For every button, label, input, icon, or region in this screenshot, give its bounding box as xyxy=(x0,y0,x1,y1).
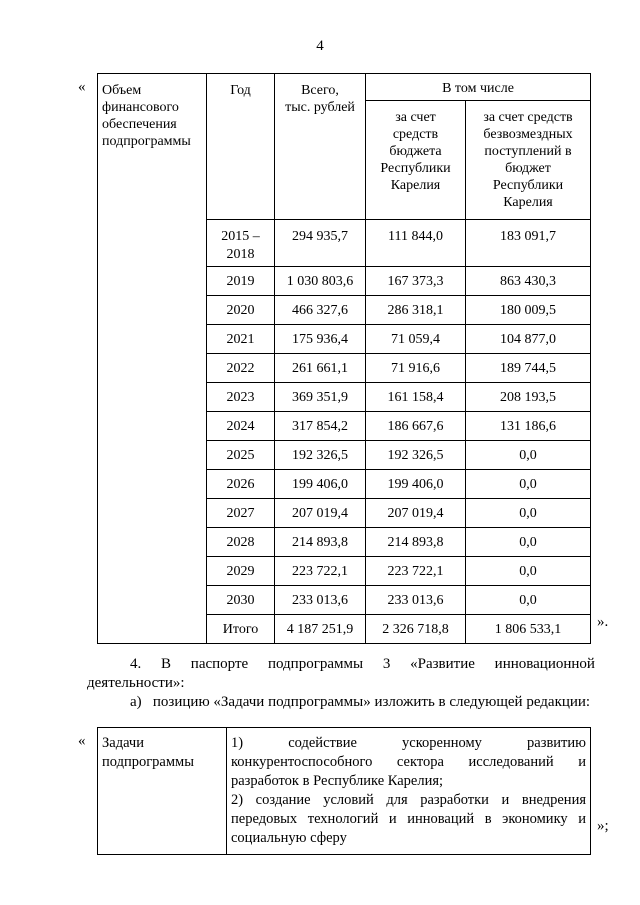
row-year: 2024 xyxy=(207,412,275,441)
row-total: 214 893,8 xyxy=(275,528,366,557)
row-free: 0,0 xyxy=(466,586,591,615)
row-year: 2022 xyxy=(207,354,275,383)
header-free: за счет средств безвозмездных поступлений в бюджет Республики Карелия xyxy=(466,101,591,220)
row-free: 208 193,5 xyxy=(466,383,591,412)
row-free: 104 877,0 xyxy=(466,325,591,354)
row-total: 1 030 803,6 xyxy=(275,267,366,296)
row-budget: 186 667,6 xyxy=(366,412,466,441)
tasks-line: 1) содействие ускоренному развитию xyxy=(231,735,586,751)
row-year: 2015 – 2018 xyxy=(207,220,275,267)
row-free: 189 744,5 xyxy=(466,354,591,383)
row-year: 2020 xyxy=(207,296,275,325)
row-free: 183 091,7 xyxy=(466,220,591,267)
row-year: 2026 xyxy=(207,470,275,499)
row-total: 233 013,6 xyxy=(275,586,366,615)
row-total: 466 327,6 xyxy=(275,296,366,325)
financing-label: Объем финансового обеспечения подпрограммы xyxy=(98,74,207,644)
grand-budget: 2 326 718,8 xyxy=(366,615,466,644)
grand-free: 1 806 533,1 xyxy=(466,615,591,644)
row-budget: 199 406,0 xyxy=(366,470,466,499)
row-budget: 214 893,8 xyxy=(366,528,466,557)
row-total: 317 854,2 xyxy=(275,412,366,441)
total-label: Итого xyxy=(207,615,275,644)
row-total: 175 936,4 xyxy=(275,325,366,354)
row-budget: 161 158,4 xyxy=(366,383,466,412)
row-year: 2029 xyxy=(207,557,275,586)
header-year: Год xyxy=(207,74,275,220)
paragraph-4-line-2: деятельности»: xyxy=(87,675,185,691)
row-budget: 207 019,4 xyxy=(366,499,466,528)
row-free: 0,0 xyxy=(466,499,591,528)
header-budget: за счет средств бюджета Республики Карелия xyxy=(366,101,466,220)
row-budget: 286 318,1 xyxy=(366,296,466,325)
header-total: Всего, тыс. рублей xyxy=(275,74,366,220)
open-quote-table1: « xyxy=(78,79,86,95)
row-free: 0,0 xyxy=(466,441,591,470)
row-free: 0,0 xyxy=(466,470,591,499)
row-budget: 192 326,5 xyxy=(366,441,466,470)
row-total: 192 326,5 xyxy=(275,441,366,470)
row-year: 2019 xyxy=(207,267,275,296)
open-quote-table2: « xyxy=(78,733,86,749)
row-total: 261 661,1 xyxy=(275,354,366,383)
tasks-line: разработок в Республике Карелия; xyxy=(231,773,444,789)
row-total: 223 722,1 xyxy=(275,557,366,586)
row-total: 199 406,0 xyxy=(275,470,366,499)
row-free: 180 009,5 xyxy=(466,296,591,325)
tasks-line: 2) создание условий для разработки и внедрения xyxy=(231,792,586,808)
row-budget: 233 013,6 xyxy=(366,586,466,615)
row-budget: 167 373,3 xyxy=(366,267,466,296)
grand-total: 4 187 251,9 xyxy=(275,615,366,644)
row-free: 0,0 xyxy=(466,528,591,557)
paragraph-4-line-3: а) позицию «Задачи подпрограммы» изложить в следующей редакции: xyxy=(130,694,591,710)
row-free: 0,0 xyxy=(466,557,591,586)
close-quote-table2: »; xyxy=(597,818,609,834)
tasks-label: Задачи подпрограммы xyxy=(98,728,227,855)
row-year: 2023 xyxy=(207,383,275,412)
row-total: 369 351,9 xyxy=(275,383,366,412)
row-budget: 71 916,6 xyxy=(366,354,466,383)
row-budget: 71 059,4 xyxy=(366,325,466,354)
row-budget: 223 722,1 xyxy=(366,557,466,586)
row-total: 207 019,4 xyxy=(275,499,366,528)
row-free: 131 186,6 xyxy=(466,412,591,441)
page-number: 4 xyxy=(316,38,324,54)
row-year: 2027 xyxy=(207,499,275,528)
header-including: В том числе xyxy=(366,74,591,101)
row-free: 863 430,3 xyxy=(466,267,591,296)
financing-table xyxy=(97,73,591,644)
tasks-line: конкурентоспособного сектора исследований и xyxy=(231,754,586,770)
row-total: 294 935,7 xyxy=(275,220,366,267)
tasks-table xyxy=(97,727,591,855)
tasks-content xyxy=(227,728,591,855)
paragraph-4-line-1: 4. В паспорте подпрограммы 3 «Развитие инновационной xyxy=(130,656,595,672)
tasks-line: передовых технологий и инноваций в экономику и xyxy=(231,811,586,827)
row-year: 2028 xyxy=(207,528,275,557)
row-year: 2021 xyxy=(207,325,275,354)
row-year: 2030 xyxy=(207,586,275,615)
row-budget: 111 844,0 xyxy=(366,220,466,267)
header-row-1 xyxy=(98,74,591,101)
close-quote-table1: ». xyxy=(597,614,609,630)
row-year: 2025 xyxy=(207,441,275,470)
tasks-line: социальную сферу xyxy=(231,830,347,846)
